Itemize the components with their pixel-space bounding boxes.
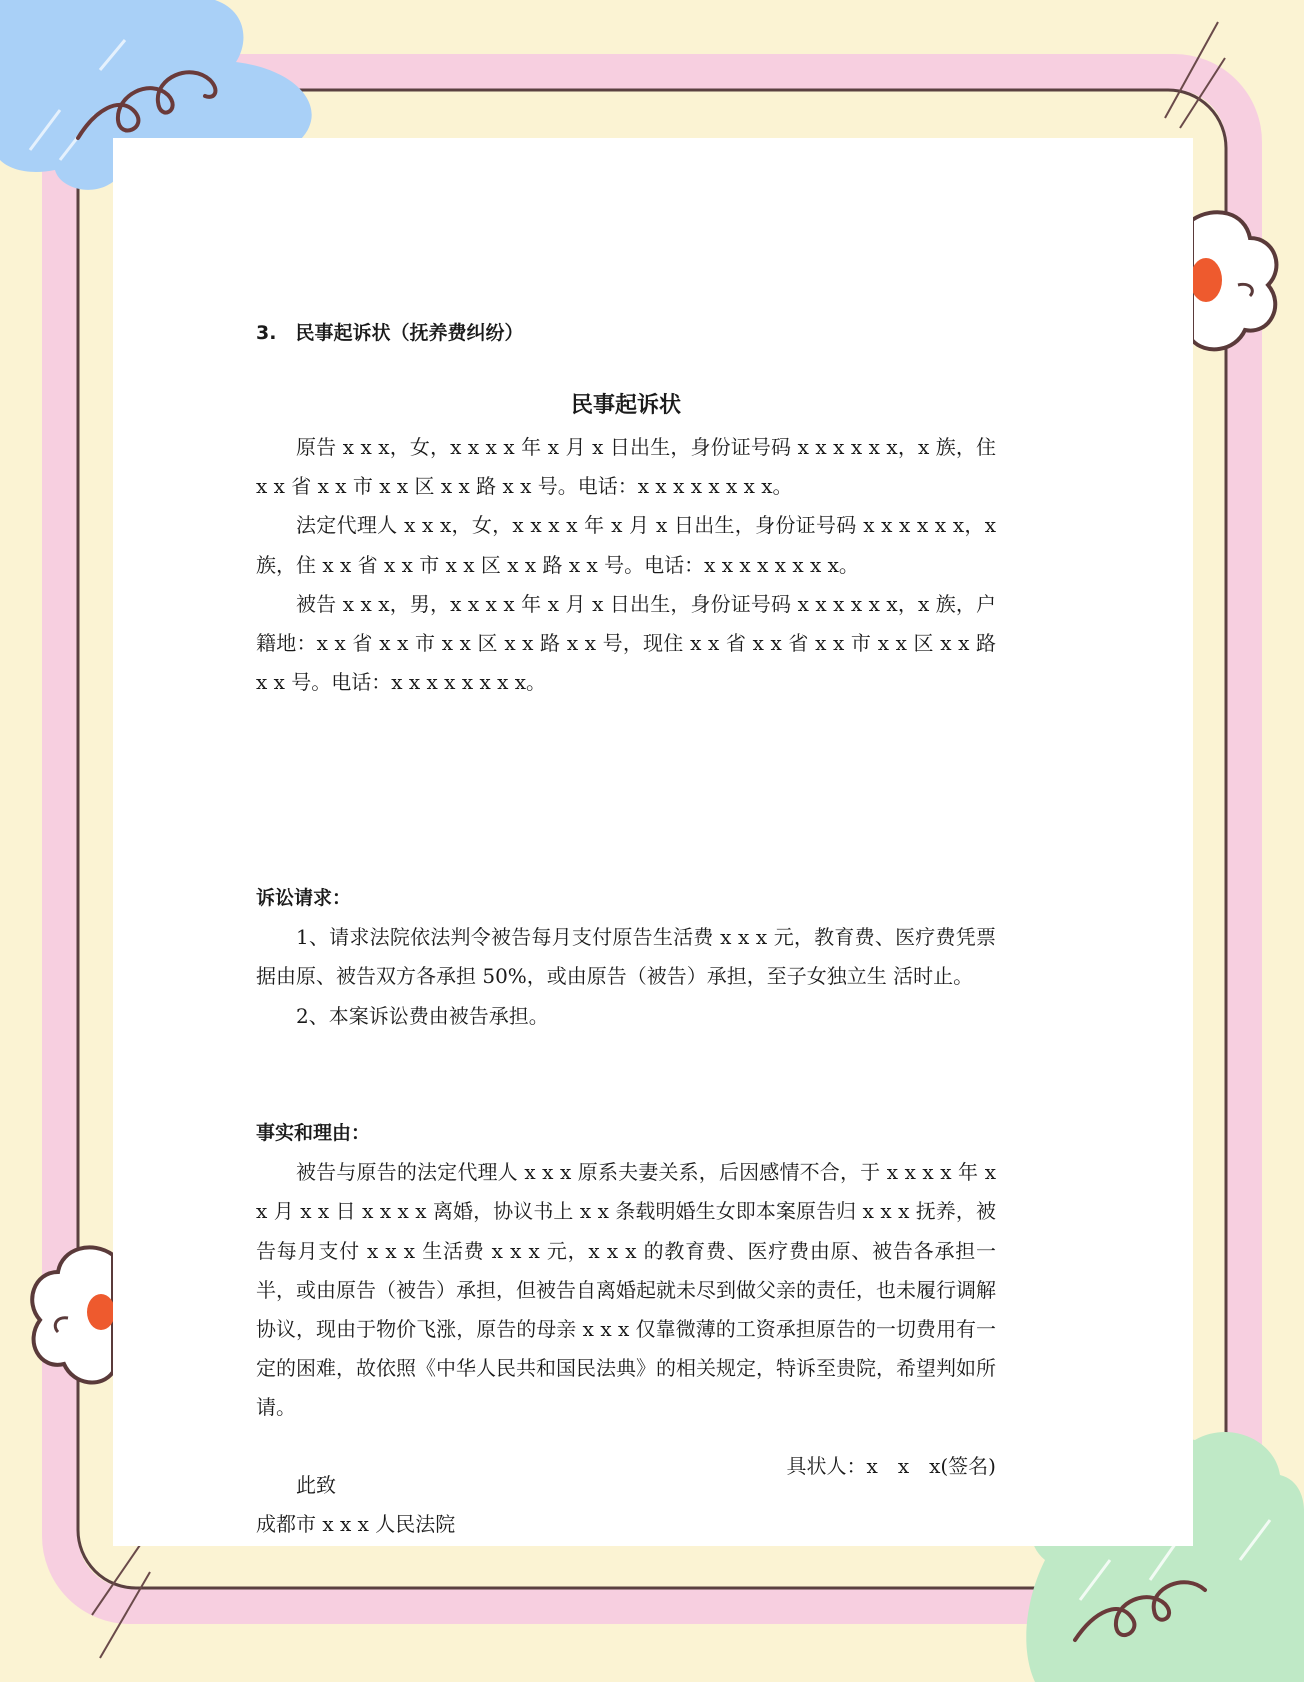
section-heading: 3. 民事起诉状（抚养费纠纷） bbox=[256, 322, 524, 344]
legal-representative-paragraph: 法定代理人 x x x，女，x x x x 年 x 月 x 日出生，身份证号码 x x x x x x，x 族，住 x x 省 x x 市 x x 区 x x 路 x x 号。电话：x x x x x x x x。 bbox=[256, 513, 996, 577]
flower-right-decoration bbox=[1190, 212, 1276, 349]
claim-item: 1、请求法院依法判令被告每月支付原告生活费 x x x 元，教育费、医疗费凭票据由原、被告双方各承担 50%，或由原告（被告）承担，至子女独立生 活时止。 bbox=[256, 925, 996, 989]
defendant-paragraph: 被告 x x x，男，x x x x 年 x 月 x 日出生，身份证号码 x x x x x x，x 族，户籍地：x x 省 x x 市 x x 区 x x 路 x x 号，现住 x x 省 x x 省 x x 市 x x 区 x x 路 x x 号。电话：x x x x x x x x。 bbox=[256, 591, 996, 695]
court-name: 成都市 x x x 人民法院 bbox=[256, 1512, 456, 1537]
claims-label: 诉讼请求： bbox=[256, 887, 352, 909]
facts-label: 事实和理由： bbox=[256, 1122, 371, 1144]
facts-paragraph: 被告与原告的法定代理人 x x x 原系夫妻关系，后因感情不合，于 x x x x 年 x x 月 x x 日 x x x x 离婚，协议书上 x x 条载明婚生女即本案原告归 x x x 抚养，被告每月支付 x x x 生活费 x x x 元，x x x 的教育费、医疗费由原、被告各承担一半，或由原告（被告）承担，但被告自离婚起就未尽到做父亲的责任，也未履行调解协议，现由于物价飞涨，原告的母亲 x x x 仅靠微薄的工资承担原告的一切费用有一定的困难，故依照《中华人民共和国民法典》的相关规定，特诉至贵院，希望判如所请。 bbox=[256, 1160, 996, 1420]
document-title: 民事起诉状 bbox=[570, 393, 681, 418]
plaintiff-paragraph: 原告 x x x，女，x x x x 年 x 月 x 日出生，身份证号码 x x x x x x，x 族，住 x x 省 x x 市 x x 区 x x 路 x x 号。电话：x x x x x x x x。 bbox=[256, 435, 996, 499]
claim-item: 2、本案诉讼费由被告承担。 bbox=[296, 1003, 549, 1028]
signature-line: 具状人：x x x(签名) bbox=[786, 1454, 996, 1478]
facts-block bbox=[256, 1114, 996, 1428]
closing-salutation: 此致 bbox=[296, 1473, 336, 1497]
parties-block bbox=[256, 428, 996, 702]
claims-block bbox=[256, 879, 996, 1036]
document-paper bbox=[113, 138, 1193, 1546]
